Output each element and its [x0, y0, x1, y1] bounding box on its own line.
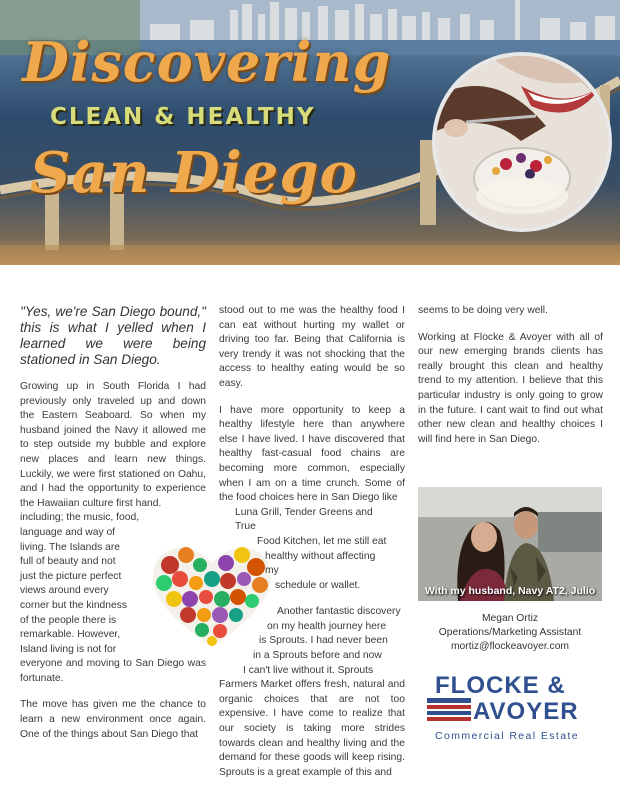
- text-line: views around every: [20, 585, 109, 597]
- paragraph: Working at Flocke & Avoyer with all of our new emerging brands clients has really brought this clean and healthy trend to my attention. I believe that this particular industry is only going to grow in the future. I cant wait to find out what other new clean and healthy choices I will find here in San Diego.: [418, 331, 603, 445]
- title-clean-healthy: CLEAN & HEALTHY: [50, 104, 316, 130]
- author-signature: [418, 612, 602, 654]
- article-column-2: [219, 304, 405, 792]
- text-line: Another fantastic discovery: [277, 606, 401, 618]
- photo-caption: With my husband, Navy AT2, Julio: [424, 585, 596, 597]
- pull-quote: "Yes, we're San Diego bound," this is what I yelled when I learned we were being stationed in San Diego.: [20, 304, 206, 367]
- text-line: living. The Islands are: [20, 541, 120, 553]
- paragraph: stood out to me was the healthy food I can eat without hurting my wallet or driving too far. Being that California is very trendy it was not shocking that the access to healthy eating would be so easy.: [219, 305, 405, 389]
- woman-eating-photo: [432, 52, 612, 232]
- flag-stripes-icon: [427, 698, 471, 724]
- text-line: including; the music, food,: [20, 512, 140, 524]
- author-email: mortiz@flockeavoyer.com: [450, 641, 570, 652]
- text-line: Luna Grill, Tender Greens and True: [235, 506, 373, 533]
- text-line: is Sprouts. I had never been: [259, 635, 388, 647]
- author-title: Operations/Marketing Assistant: [438, 627, 582, 638]
- text-line: schedule or wallet.: [275, 579, 361, 591]
- text-line: remarkable. However,: [20, 629, 121, 641]
- paragraph: The move has given me the chance to learn a new environment once again. One of the things about San Diego that: [20, 699, 206, 740]
- paragraph: Growing up in South Florida I had previously only traveled up and down the Eastern Seaboard. So when my husband joined the Navy it allowed me to step outside my bubble and explore new places and learn new things. Luckily, we were first stationed on Oahu, and I had the opportunity to experience the Hawaiian culture first hand.: [20, 381, 206, 509]
- title-san-diego: San Diego: [30, 140, 358, 206]
- hero-banner: [0, 0, 620, 265]
- article-column-3: [418, 304, 603, 459]
- paragraph: seems to be doing very well.: [418, 305, 548, 316]
- text-line: just the picture perfect: [20, 570, 122, 582]
- logo-tagline: Commercial Real Estate: [435, 730, 580, 742]
- text-line: full of beauty and not: [20, 556, 116, 568]
- text-line: language and way of: [20, 526, 116, 538]
- wrapped-paragraph: [219, 506, 405, 594]
- company-logo: [427, 672, 597, 744]
- text-line: Island living is not for: [20, 643, 117, 655]
- author-name: Megan Ortiz: [481, 613, 539, 624]
- text-line: in a Sprouts before and now: [253, 650, 382, 662]
- text-line: healthy without affecting my: [265, 550, 376, 577]
- paragraph: Farmers Market offers fresh, natural and organic choices that are not too expensive. I have come to realize that our society is taking more strides towards clean and healthy living and the demand for these goods will keep rising. Sprouts is a great example of this and: [219, 679, 405, 778]
- article-column-1: [20, 304, 206, 754]
- wrapped-paragraph: [219, 605, 405, 678]
- paragraph: everyone and moving to San Diego was fortunate.: [20, 658, 206, 684]
- text-line: I can't live without it. Sprouts: [243, 664, 374, 676]
- text-line: of the people there is: [20, 614, 117, 626]
- text-line: corner but the kindness: [20, 599, 128, 611]
- title-discovering: Discovering: [22, 30, 392, 94]
- text-line: Food Kitchen, let me still eat: [257, 535, 387, 547]
- logo-line-1: FLOCKE &: [435, 672, 566, 699]
- logo-line-2: AVOYER: [473, 698, 579, 725]
- couple-photo: [418, 487, 602, 601]
- paragraph: I have more opportunity to keep a healthy lifestyle here than anywhere else I have lived. I have discovered that healthy fast-casual food chains are becoming more common, especially when I am on a time crunch. Some of the food choices here in San Diego like: [219, 404, 405, 504]
- text-line: on my health journey here: [267, 620, 387, 632]
